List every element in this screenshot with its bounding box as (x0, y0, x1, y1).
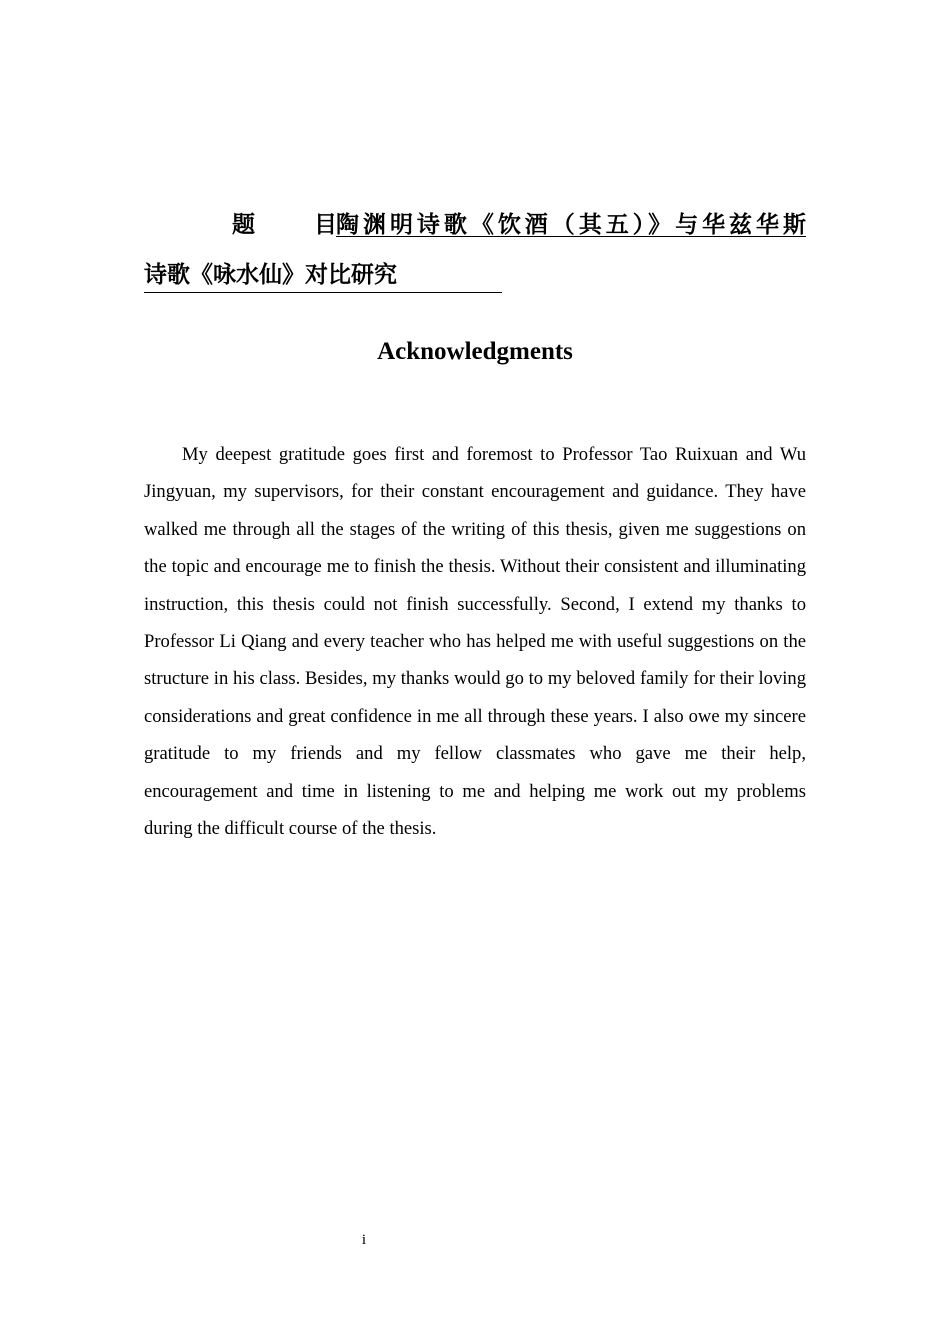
title-label-part-1: 题 (232, 212, 255, 238)
thesis-title-block (144, 200, 806, 300)
thesis-title-line-1 (144, 200, 806, 250)
thesis-title-line-2 (144, 250, 806, 300)
thesis-title-text-line-1: 陶渊明诗歌《饮酒（其五）》与华兹华斯 (336, 212, 806, 238)
title-label-part-2: 目 (314, 212, 337, 238)
acknowledgments-paragraph: My deepest gratitude goes first and foremost to Professor Tao Ruixuan and Wu Jingyuan, my supervisors, for their constant encouragement and guidance. They have walked me through all the stages of the writing of this thesis, given me suggestions on the topic and encourage me to finish the thesis. Without their consistent and illuminating instruction, this thesis could not finish successfully. Second, I extend my thanks to Professor Li Qiang and every teacher who has helped me with useful suggestions on the structure in his class. Besides, my thanks would go to my beloved family for their loving considerations and great confidence in me all through these years. I also owe my sincere gratitude to my friends and my fellow classmates who gave me their help, encouragement and time in listening to me and helping me work out my problems during the difficult course of the thesis. (144, 444, 806, 840)
acknowledgments-heading: Acknowledgments (377, 338, 573, 365)
thesis-title-text-line-2: 诗歌《咏水仙》对比研究 (144, 258, 502, 293)
page-number: i (361, 1232, 367, 1248)
